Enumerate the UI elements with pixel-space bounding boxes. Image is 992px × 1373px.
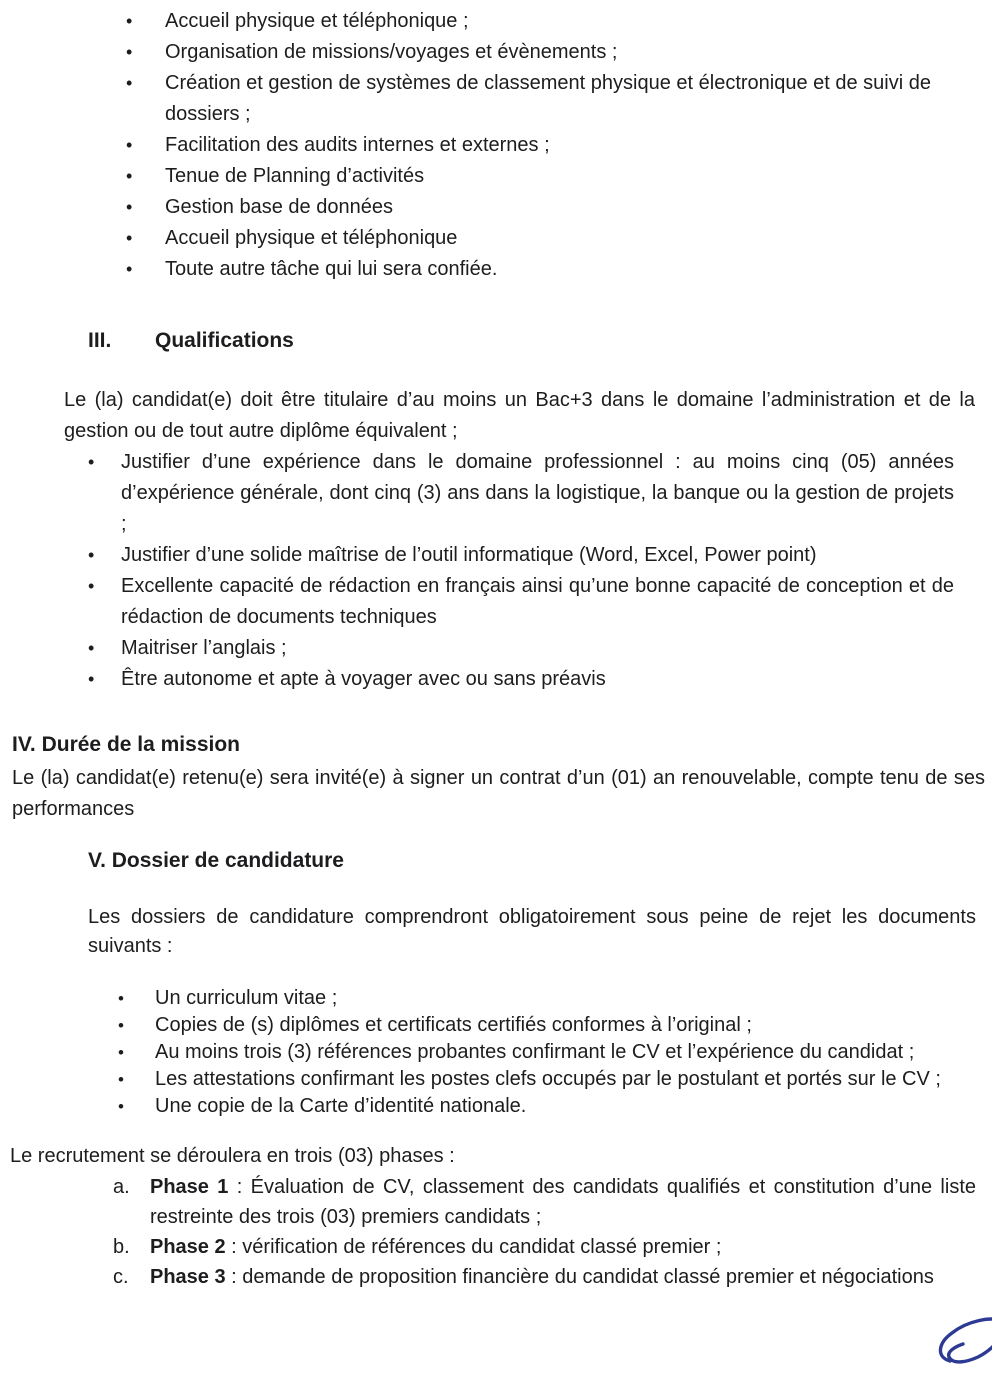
list-item-text: Maitriser l’anglais ; — [121, 637, 287, 659]
phase-item — [113, 1262, 992, 1292]
list-item-text: Toute autre tâche qui lui sera confiée. — [165, 258, 498, 280]
recruitment-intro: Le recrutement se déroulera en trois (03) phases : — [10, 1145, 455, 1167]
list-item — [118, 1039, 992, 1066]
list-item — [126, 223, 992, 254]
list-item — [88, 447, 992, 540]
phase-desc: : Évaluation de CV, classement des candidats qualifiés et constitution d’une liste restreinte des trois (03) premiers candidats ; — [150, 1176, 976, 1228]
pen-stroke-icon — [934, 1311, 992, 1367]
phase-label: Phase 3 — [150, 1266, 226, 1288]
list-item-text: Être autonome et apte à voyager avec ou sans préavis — [121, 668, 606, 690]
list-item-text: Tenue de Planning d’activités — [165, 165, 425, 187]
list-item-text: Une copie de la Carte d’identité nationale. — [155, 1095, 527, 1117]
qualifications-intro-paragraph: Le (la) candidat(e) doit être titulaire d’au moins un Bac+3 dans le domaine l’administration et de la gestion ou de tout autre diplôme équivalent ; — [64, 389, 975, 442]
list-item — [118, 1012, 992, 1039]
list-item-text: Création et gestion de systèmes de classement physique et électronique et de suivi de dossiers ; — [165, 72, 931, 125]
list-item — [118, 1066, 992, 1093]
phase-desc: : demande de proposition financière du candidat classé premier et négociations — [225, 1266, 934, 1288]
bullet-icon: • — [88, 452, 95, 472]
list-item-text: Organisation de missions/voyages et évènements ; — [165, 41, 618, 63]
section-number: III. — [88, 329, 112, 352]
list-item-text: Justifier d’une expérience dans le domaine professionnel : au moins cinq (05) années d’expérience générale, dont cinq (3) ans dans la logistique, la banque ou la gestion de projets ; — [121, 451, 954, 535]
tasks-bullet-list — [126, 0, 992, 285]
phase-item — [113, 1232, 992, 1262]
bullet-icon: • — [118, 1070, 124, 1089]
list-item-text: Les attestations confirmant les postes clefs occupés par le postulant et portés sur le CV ; — [155, 1068, 941, 1090]
bullet-icon: • — [88, 638, 95, 658]
bullet-icon: • — [126, 197, 133, 217]
phase-label: Phase 2 — [150, 1236, 226, 1258]
list-item — [88, 664, 992, 695]
section-title: Qualifications — [155, 329, 294, 352]
list-item — [118, 985, 992, 1012]
list-item — [88, 633, 992, 664]
bullet-icon: • — [126, 135, 133, 155]
list-item — [118, 1093, 992, 1120]
list-item — [126, 192, 992, 223]
section-heading-duration: IV. Durée de la mission — [12, 733, 240, 756]
bullet-icon: • — [126, 73, 133, 93]
phase-item — [113, 1172, 992, 1232]
duration-paragraph: Le (la) candidat(e) retenu(e) sera invité(e) à signer un contrat d’un (01) an renouvelable, compte tenu de ses performances — [12, 767, 985, 820]
list-item-text: Excellente capacité de rédaction en français ainsi qu’une bonne capacité de conception et de rédaction de documents techniques — [121, 575, 954, 628]
bullet-icon: • — [126, 166, 133, 186]
list-item — [88, 571, 992, 633]
list-item-text: Gestion base de données — [165, 196, 393, 218]
bullet-icon: • — [118, 1043, 124, 1062]
bullet-icon: • — [126, 228, 133, 248]
list-item-text: Accueil physique et téléphonique — [165, 227, 458, 249]
phase-letter: a. — [113, 1176, 130, 1198]
section-heading-dossier: V. Dossier de candidature — [88, 849, 344, 872]
section-heading-qualifications — [88, 329, 992, 353]
list-item-text: Justifier d’une solide maîtrise de l’outil informatique (Word, Excel, Power point) — [121, 544, 817, 566]
list-item — [126, 161, 992, 192]
bullet-icon: • — [126, 11, 133, 31]
phase-text — [150, 1262, 976, 1292]
list-item-text: Un curriculum vitae ; — [155, 987, 338, 1009]
list-item-text: Au moins trois (3) références probantes confirmant le CV et l’expérience du candidat ; — [155, 1041, 915, 1063]
list-item — [126, 254, 992, 285]
bullet-icon: • — [118, 1097, 124, 1116]
phase-text — [150, 1172, 976, 1232]
phase-letter: b. — [113, 1236, 130, 1258]
list-item-text: Accueil physique et téléphonique ; — [165, 10, 469, 32]
bullet-icon: • — [118, 1016, 124, 1035]
qualifications-bullet-list — [88, 447, 992, 695]
phase-text — [150, 1232, 976, 1262]
list-item — [126, 6, 992, 37]
list-item-text: Facilitation des audits internes et externes ; — [165, 134, 550, 156]
bullet-icon: • — [126, 42, 133, 62]
bullet-icon: • — [126, 259, 133, 279]
phase-desc: : vérification de références du candidat classé premier ; — [225, 1236, 722, 1258]
bullet-icon: • — [88, 545, 95, 565]
list-item — [126, 68, 992, 130]
phase-letter: c. — [113, 1266, 129, 1288]
bullet-icon: • — [88, 576, 95, 596]
list-item-text: Copies de (s) diplômes et certificats certifiés conformes à l’original ; — [155, 1014, 752, 1036]
phase-list — [113, 1172, 992, 1292]
bullet-icon: • — [88, 669, 95, 689]
list-item — [88, 540, 992, 571]
list-item — [126, 37, 992, 68]
dossier-bullet-list — [118, 985, 992, 1120]
phase-label: Phase 1 — [150, 1176, 229, 1198]
list-item — [126, 130, 992, 161]
bullet-icon: • — [118, 989, 124, 1008]
dossier-intro-paragraph: Les dossiers de candidature comprendront obligatoirement sous peine de rejet les documents suivants : — [88, 906, 976, 957]
